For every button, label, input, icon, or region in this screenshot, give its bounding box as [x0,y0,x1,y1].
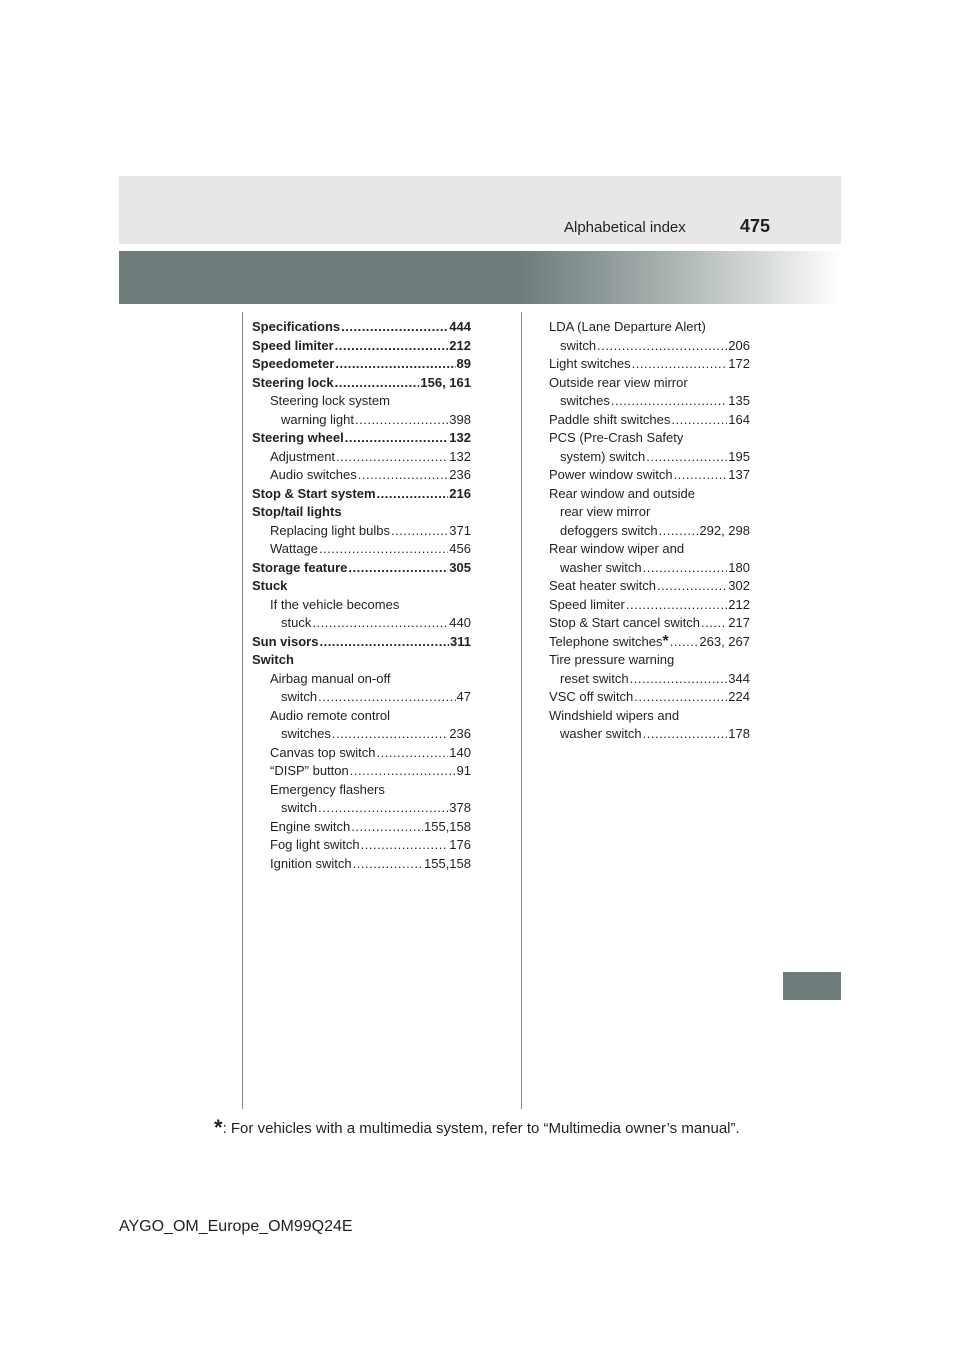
dot-leader [643,725,728,744]
entry-page-ref: 206 [728,337,750,353]
dot-leader [632,355,728,374]
index-entry [252,614,471,633]
index-entry [549,485,750,504]
entry-term: system) switch [560,448,646,464]
entry-page-ref: 137 [728,467,750,482]
entry-term: Stop/tail lights [252,504,342,519]
entry-term: VSC off switch [549,689,634,704]
entry-term: switch [560,337,597,353]
dot-leader [674,466,728,485]
entry-term: Speed limiter [549,596,625,612]
index-entry [252,781,471,800]
entry-page-ref: 398 [449,411,471,427]
index-entry [252,448,471,467]
index-entry [549,688,750,707]
index-entry [549,614,750,633]
index-entry [252,762,471,781]
index-entry [252,577,471,596]
entry-term: PCS (Pre-Crash Safety [549,430,684,445]
entry-term: warning light [281,411,354,427]
index-entry [252,466,471,485]
entry-term: Audio remote control [270,707,390,723]
dot-leader [336,448,448,467]
entry-term: Steering wheel [252,430,344,445]
entry-term: Storage feature [252,559,348,575]
entry-term: Switch [252,652,294,667]
column-divider-right [521,312,522,1109]
index-entry [549,429,750,448]
dot-leader [355,411,448,430]
entry-page-ref: 195 [728,448,750,464]
entry-page-ref: 378 [449,800,471,815]
index-entry [549,448,750,467]
index-entry [252,485,471,504]
entry-term: Windshield wipers and [549,707,680,723]
dot-leader [659,522,699,541]
dot-leader [377,485,449,504]
entry-page-ref: 236 [449,467,471,482]
entry-term: switch [281,689,318,704]
entry-page-ref: 216 [449,485,471,501]
entry-page-ref: 156, 161 [420,374,471,390]
dot-leader [351,818,423,837]
entry-page-ref: 47 [456,689,471,704]
index-entry [252,688,471,707]
header-band [119,176,841,244]
index-entry [252,392,471,411]
dot-leader [318,688,455,707]
dot-leader [671,411,727,430]
entry-page-ref: 302 [728,578,750,593]
index-entry [252,559,471,578]
entry-page-ref: 178 [728,726,750,741]
dot-leader [335,374,420,393]
index-entry [549,559,750,578]
dot-leader [348,559,448,578]
chapter-tab [783,972,841,1000]
dot-leader [335,355,455,374]
index-entry [252,337,471,356]
dot-leader [350,762,456,781]
entry-page-ref: 236 [449,726,471,741]
index-entry: Telephone switches * ..... 263, 267 [549,633,750,652]
index-entry [549,522,750,541]
index-entry [549,318,750,337]
entry-term: Audio switches [270,467,357,482]
dot-leader [335,337,449,356]
entry-page-ref: 132 [449,448,471,464]
dot-leader [646,448,727,467]
index-entry [549,670,750,689]
index-entry [252,818,471,837]
index-entry [549,540,750,559]
dot-leader [358,466,449,485]
entry-term: defoggers switch [560,522,658,538]
entry-term: Steering lock system [270,393,390,408]
index-entry [252,540,471,559]
dot-leader [353,855,423,874]
dot-leader [377,744,449,763]
entry-term: Fog light switch [270,837,360,852]
index-entry [549,374,750,393]
entry-term: washer switch [560,726,642,741]
index-entry [252,318,471,337]
entry-term: Stop & Start system [252,485,376,501]
footnote-text: : For vehicles with a multimedia system, refer to “Multimedia owner’s manual”. [222,1120,740,1137]
dot-leader [657,577,727,596]
index-entry [549,411,750,430]
entry-term: Ignition switch [270,855,352,871]
entry-page-ref: 344 [728,670,750,686]
entry-term: Speedometer [252,356,335,371]
index-entry [252,355,471,374]
dot-leader [643,559,728,578]
entry-page-ref: 180 [728,559,750,575]
entry-page-ref: 172 [728,356,750,371]
entry-page-ref: 155,158 [424,855,471,871]
entry-term: Stuck [252,578,288,593]
index-entry [252,429,471,448]
entry-page-ref: 176 [449,837,471,852]
index-entry [549,577,750,596]
dot-leader [630,670,728,689]
entry-term: Stop & Start cancel switch [549,615,701,630]
dot-leader [345,429,449,448]
entry-term: stuck [281,615,312,630]
index-entry [252,836,471,855]
entry-page-ref: 155,158 [424,818,471,834]
entry-page-ref: 217 [728,615,750,630]
index-entry [549,651,750,670]
entry-term: Light switches [549,356,631,371]
dot-leader [391,522,448,541]
index-entry [252,522,471,541]
entry-term: Specifications [252,319,341,334]
entry-term: If the vehicle becomes [270,596,400,612]
entry-term: Speed limiter [252,337,334,353]
index-entry [252,670,471,689]
page-number: 475 [740,216,771,236]
entry-term: Rear window wiper and [549,541,685,556]
entry-term: Engine switch [270,818,351,834]
index-entry [549,392,750,411]
dot-leader [318,799,448,818]
index-entry [252,744,471,763]
entry-term: “DISP” button [270,763,349,778]
index-entry [252,707,471,726]
entry-term: LDA (Lane Departure Alert) [549,319,706,334]
footnote-asterisk: * [214,1115,223,1140]
entry-term: Rear window and outside [549,485,695,501]
index-entry [252,633,471,652]
entry-page-ref: 263, 267 [699,633,750,649]
entry-page-ref: 132 [449,430,471,445]
dot-leader [341,318,448,337]
index-entry [252,503,471,522]
entry-page-ref: 440 [449,615,471,630]
dot-leader [312,614,448,633]
entry-term: Telephone switches [549,633,663,649]
index-entry [252,725,471,744]
header-gradient-bar [119,251,841,304]
entry-page-ref: 305 [449,559,471,575]
entry-term: Adjustment [270,448,336,464]
entry-page-ref: 212 [728,596,750,612]
entry-page-ref: 292, 298 [699,522,750,538]
entry-page-ref: 371 [449,522,471,538]
entry-page-ref: 89 [456,356,471,371]
dot-leader [701,614,727,633]
dot-leader [634,688,727,707]
entry-term: Airbag manual on-off [270,670,391,686]
entry-page-ref: 164 [728,411,750,427]
index-entry [252,596,471,615]
index-entry [252,374,471,393]
entry-term: Wattage [270,541,318,556]
entry-term: Paddle shift switches [549,411,671,427]
entry-page-ref: 140 [449,744,471,760]
index-entry [252,411,471,430]
entry-term: switches [560,393,610,408]
entry-term: reset switch [560,670,629,686]
entry-term: washer switch [560,559,642,575]
entry-page-ref: 212 [449,337,471,353]
index-column-right [549,318,750,744]
entry-term: Replacing light bulbs [270,522,390,538]
index-entry [252,651,471,670]
dot-leader [670,633,699,652]
index-entry [252,855,471,874]
entry-term: Steering lock [252,374,334,390]
entry-page-ref: 135 [728,393,750,408]
entry-page-ref: 311 [450,633,471,649]
entry-term: Sun visors [252,633,319,649]
dot-leader [626,596,727,615]
index-entry [549,503,750,522]
entry-page-ref: 444 [449,319,471,334]
index-entry [549,466,750,485]
entry-term: Outside rear view mirror [549,374,688,390]
entry-term: Emergency flashers [270,781,385,797]
dot-leader [332,725,448,744]
entry-term: switch [281,800,318,815]
index-entry [252,799,471,818]
index-entry [549,707,750,726]
index-entry [549,725,750,744]
entry-term: Seat heater switch [549,578,656,593]
index-entry [549,596,750,615]
index-column-left [252,318,471,873]
entry-term: Canvas top switch [270,744,376,760]
entry-term: switches [281,726,331,741]
column-divider-left [242,312,243,1109]
section-title: Alphabetical index [564,219,686,236]
index-entry [549,337,750,356]
entry-page-ref: 456 [449,541,471,556]
footnote [214,1115,740,1141]
dot-leader [319,633,449,652]
dot-leader [319,540,448,559]
entry-term: Tire pressure warning [549,652,675,667]
dot-leader [597,337,727,356]
entry-page-ref: 91 [456,763,471,778]
entry-page-ref: 224 [728,689,750,704]
document-id: AYGO_OM_Europe_OM99Q24E [119,1218,353,1235]
dot-leader [361,836,449,855]
index-entry [549,355,750,374]
entry-term: rear view mirror [560,504,651,519]
entry-term: Power window switch [549,467,673,482]
dot-leader [611,392,727,411]
